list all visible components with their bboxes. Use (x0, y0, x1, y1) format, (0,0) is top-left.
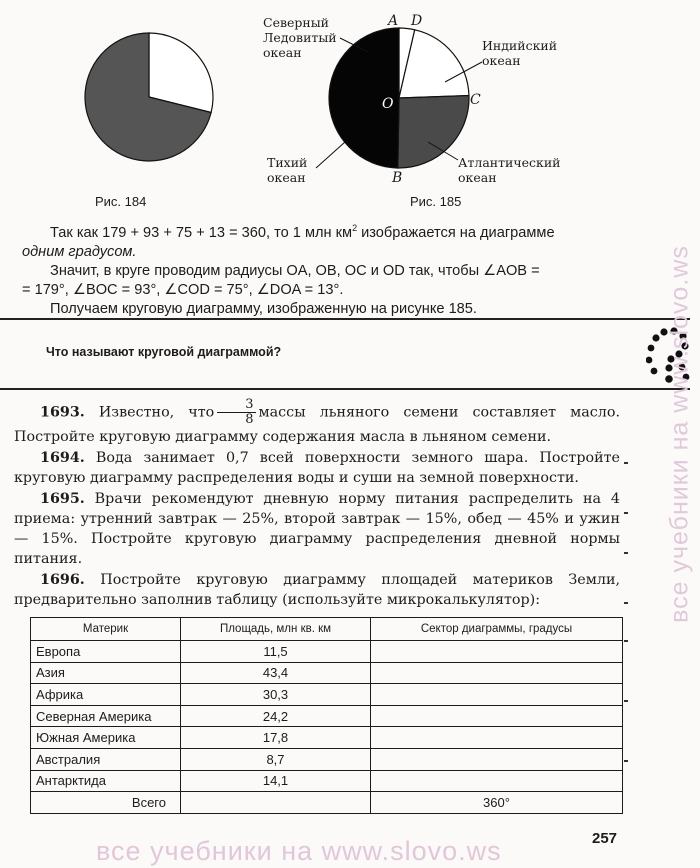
margin-mark (624, 462, 628, 464)
continent-area: 8,7 (181, 748, 371, 770)
total-label: Всего (31, 792, 181, 814)
continent-name: Антарктида (31, 770, 181, 792)
table-row (31, 684, 623, 706)
total-sector: 360° (371, 792, 623, 814)
intro-text: Так как 179 + 93 + 75 + 13 = 360, то 1 млн $км^2$ изображается на диаграмме одним градусом. Значит, в круге проводим радиусы OA, OB, OC и OD так, чтобы ∠AOB = = 179°, ∠BOC = 93°, ∠COD = 75°, ∠DOA = 13°. Получаем круговую диаграмму, изображенную на рисунке 185. (22, 223, 555, 317)
header-sector: Сектор диаграммы, градусы (371, 618, 623, 641)
point-d: D (411, 13, 423, 29)
question-band (0, 318, 690, 390)
fraction-3-8: $\frac{3}{8}$ (217, 398, 255, 427)
figure-184-caption: Рис. 184 (95, 194, 147, 209)
continent-area: 43,4 (181, 662, 371, 684)
header-continent: Материк (31, 618, 181, 641)
figures-area (0, 0, 700, 215)
table-row (31, 705, 623, 727)
continent-name: Азия (31, 662, 181, 684)
continent-sector (371, 684, 623, 706)
task-1693: 1693. Известно, что $\frac{3}{8}$ массы льняного семени составляет масло. Постройте круговую диаграмму содержания масла в льняном семени. (14, 397, 621, 445)
table-row (31, 748, 623, 770)
pie-chart-184 (85, 33, 213, 161)
margin-mark (624, 602, 628, 604)
continent-name: Южная Америка (31, 727, 181, 749)
label-pacific-ocean: Тихий океан (267, 155, 308, 185)
continent-area: 14,1 (181, 770, 371, 792)
margin-mark (624, 700, 628, 702)
leader-line-pacific (316, 142, 345, 168)
task-1695: 1695. Врачи рекомендуют дневную норму питания распределить на 4 приема: утренний завтрак — 25%, второй завтрак — 15%, обед — 45% и ужин — 15%. Постройте круговую диаграмму распределения дневной нормы питания. (14, 491, 620, 567)
label-arctic-ocean: Северный Ледовитый океан (263, 15, 337, 60)
continent-name: Северная Америка (31, 705, 181, 727)
continent-area: 30,3 (181, 684, 371, 706)
page-number: 257 (592, 830, 618, 847)
task-1694: 1694. Вода занимает 0,7 всей поверхности земного шара. Постройте круговую диаграмму распределения воды и суши на земной поверхности. (14, 450, 620, 486)
continent-area: 24,2 (181, 705, 371, 727)
table-row (31, 641, 623, 663)
table-row (31, 770, 623, 792)
continent-sector (371, 770, 623, 792)
continent-area: 11,5 (181, 641, 371, 663)
continents-table (30, 617, 623, 814)
margin-mark (624, 552, 628, 554)
tasks-section (14, 398, 620, 611)
figures-svg (0, 0, 700, 215)
continent-sector (371, 705, 623, 727)
table-row (31, 727, 623, 749)
review-question: Что называют круговой диаграммой? (46, 345, 282, 359)
continent-sector (371, 662, 623, 684)
point-a: A (388, 13, 399, 29)
point-o: O (382, 96, 394, 112)
continent-name: Австралия (31, 748, 181, 770)
point-b: B (392, 170, 403, 186)
continent-sector (371, 641, 623, 663)
table-header-row (31, 618, 623, 641)
point-c: C (470, 92, 481, 108)
table-row (31, 662, 623, 684)
pie-chart-185 (329, 28, 469, 168)
continent-sector (371, 748, 623, 770)
label-indian-ocean: Индийский океан (482, 38, 558, 68)
margin-mark (624, 512, 628, 514)
watermark-side: все учебники на www.slovo.ws (665, 245, 694, 623)
margin-mark (624, 760, 628, 762)
continent-sector (371, 727, 623, 749)
label-atlantic-ocean: Атлантический океан (458, 155, 561, 185)
header-area: Площадь, млн кв. км (181, 618, 371, 641)
continent-area: 17,8 (181, 727, 371, 749)
margin-mark (624, 640, 628, 642)
continent-name: Африка (31, 684, 181, 706)
table-total-row (31, 792, 623, 814)
task-1696: 1696. Постройте круговую диаграмму площадей материков Земли, предварительно заполнив таблицу (используйте микрокалькулятор): (14, 572, 621, 608)
figure-185-caption: Рис. 185 (410, 194, 462, 209)
total-area (181, 792, 371, 814)
watermark-bottom: все учебники на www.slovo.ws (96, 836, 502, 866)
continent-name: Европа (31, 641, 181, 663)
